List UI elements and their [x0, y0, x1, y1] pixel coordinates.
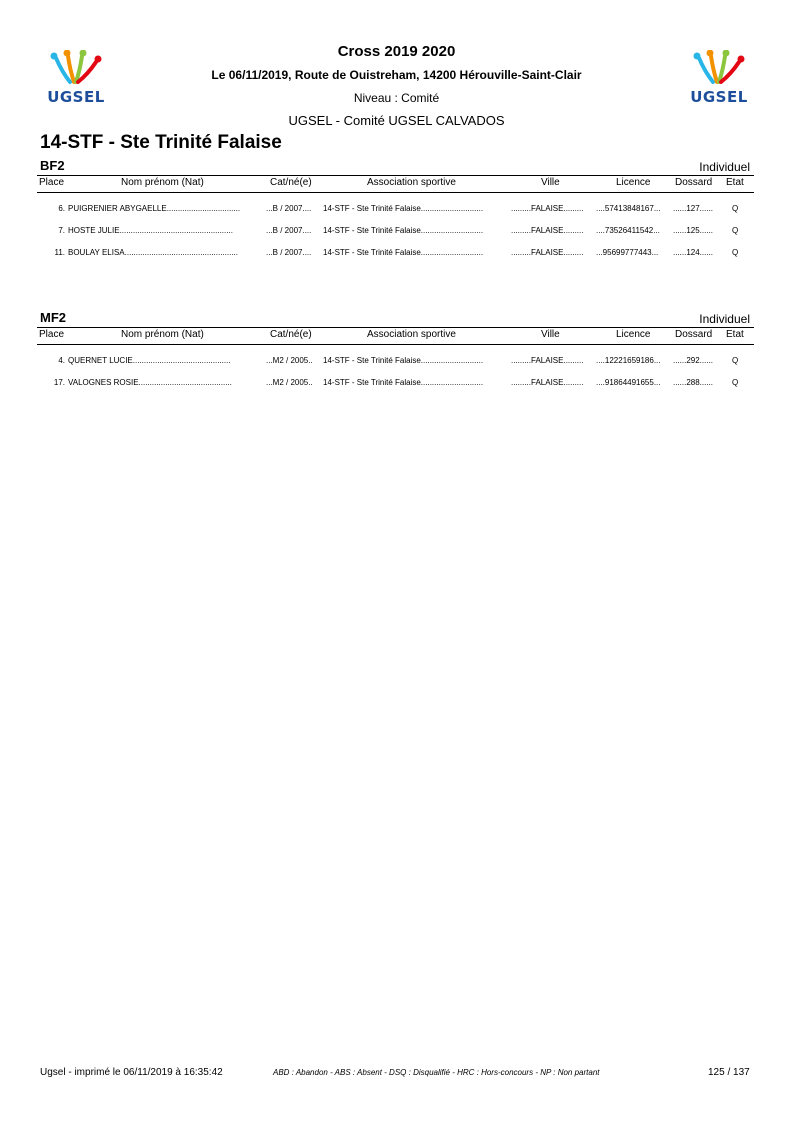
- cell-place: 17.: [53, 378, 65, 387]
- result-row: [37, 356, 754, 368]
- result-row: [37, 226, 754, 238]
- column-header-licence: Licence: [616, 177, 651, 188]
- cell-name: VALOGNES ROSIE..........................................: [68, 378, 232, 387]
- cell-name: QUERNET LUCIE............................................: [68, 356, 231, 365]
- cell-status: Q: [732, 204, 739, 213]
- column-header-city: Ville: [541, 329, 560, 340]
- logo-text: UGSEL: [47, 88, 105, 106]
- results-section: [37, 310, 754, 390]
- cell-bib: ......125......: [673, 226, 714, 235]
- column-header-name: Nom prénom (Nat): [121, 329, 204, 340]
- cell-association: 14-STF - Ste Trinité Falaise............................: [323, 204, 484, 213]
- event-organizer: UGSEL - Comité UGSEL CALVADOS: [288, 113, 505, 128]
- status-legend: ABD : Abandon - ABS : Absent - DSQ : Disqualifié - HRC : Hors-concours - NP : Non partant: [273, 1068, 600, 1077]
- cell-cat: ...M2 / 2005..: [266, 356, 313, 365]
- event-date-location: Le 06/11/2019, Route de Ouistreham, 14200 Hérouville-Saint-Clair: [211, 68, 582, 82]
- column-header-name: Nom prénom (Nat): [121, 177, 204, 188]
- column-header-row: [37, 327, 754, 345]
- column-header-cat: Cat/né(e): [270, 177, 312, 188]
- cell-city: .........FALAISE.........: [511, 248, 584, 257]
- column-header-licence: Licence: [616, 329, 651, 340]
- event-level: Niveau : Comité: [353, 91, 440, 105]
- section-category: BF2: [40, 158, 65, 173]
- cell-licence: ....57413848167...: [596, 204, 661, 213]
- cell-bib: ......288......: [673, 378, 714, 387]
- cell-licence: ...95699777443...: [596, 248, 659, 257]
- cell-licence: ....91864491655...: [596, 378, 661, 387]
- cell-cat: ...B / 2007....: [266, 204, 312, 213]
- cell-place: 6.: [58, 204, 65, 213]
- print-info: Ugsel - imprimé le 06/11/2019 à 16:35:42: [40, 1067, 223, 1078]
- cell-place: 7.: [58, 226, 65, 235]
- cell-city: .........FALAISE.........: [511, 378, 584, 387]
- cell-association: 14-STF - Ste Trinité Falaise............................: [323, 378, 484, 387]
- column-header-association: Association sportive: [367, 177, 456, 188]
- cell-association: 14-STF - Ste Trinité Falaise............................: [323, 226, 484, 235]
- column-header-status: Etat: [726, 329, 744, 340]
- column-header-association: Association sportive: [367, 329, 456, 340]
- logo-text: UGSEL: [690, 88, 748, 106]
- cell-cat: ...B / 2007....: [266, 248, 312, 257]
- cell-bib: ......127......: [673, 204, 714, 213]
- column-header-status: Etat: [726, 177, 744, 188]
- cell-bib: ......292......: [673, 356, 714, 365]
- cell-name: PUIGRENIER ABYGAELLE.................................: [68, 204, 241, 213]
- column-header-bib: Dossard: [675, 329, 713, 340]
- cell-name: BOULAY ELISA...................................................: [68, 248, 238, 257]
- cell-bib: ......124......: [673, 248, 714, 257]
- section-type: Individuel: [699, 312, 750, 326]
- cell-status: Q: [732, 226, 739, 235]
- column-header-place: Place: [39, 329, 65, 340]
- column-header-row: [37, 175, 754, 193]
- cell-association: 14-STF - Ste Trinité Falaise............................: [323, 248, 484, 257]
- cell-cat: ...M2 / 2005..: [266, 378, 313, 387]
- cell-place: 11.: [54, 248, 65, 257]
- cell-city: .........FALAISE.........: [511, 204, 584, 213]
- cell-association: 14-STF - Ste Trinité Falaise............................: [323, 356, 484, 365]
- club-title: 14-STF - Ste Trinité Falaise: [40, 132, 282, 153]
- cell-cat: ...B / 2007....: [266, 226, 312, 235]
- cell-city: .........FALAISE.........: [511, 356, 584, 365]
- page-number: 125 / 137: [708, 1067, 750, 1078]
- cell-status: Q: [732, 356, 739, 365]
- section-type: Individuel: [699, 160, 750, 174]
- event-title: Cross 2019 2020: [337, 43, 456, 60]
- column-header-city: Ville: [541, 177, 560, 188]
- result-row: [37, 204, 754, 216]
- cell-city: .........FALAISE.........: [511, 226, 584, 235]
- cell-status: Q: [732, 378, 739, 387]
- column-header-place: Place: [39, 177, 65, 188]
- result-row: [37, 248, 754, 260]
- results-section: [37, 158, 754, 260]
- cell-place: 4.: [58, 356, 65, 365]
- cell-licence: ....73526411542...: [596, 226, 660, 235]
- cell-status: Q: [732, 248, 739, 257]
- cell-licence: ....12221659186...: [596, 356, 661, 365]
- cell-name: HOSTE JULIE...................................................: [68, 226, 233, 235]
- section-category: MF2: [40, 310, 66, 325]
- column-header-cat: Cat/né(e): [270, 329, 312, 340]
- column-header-bib: Dossard: [675, 177, 713, 188]
- result-row: [37, 378, 754, 390]
